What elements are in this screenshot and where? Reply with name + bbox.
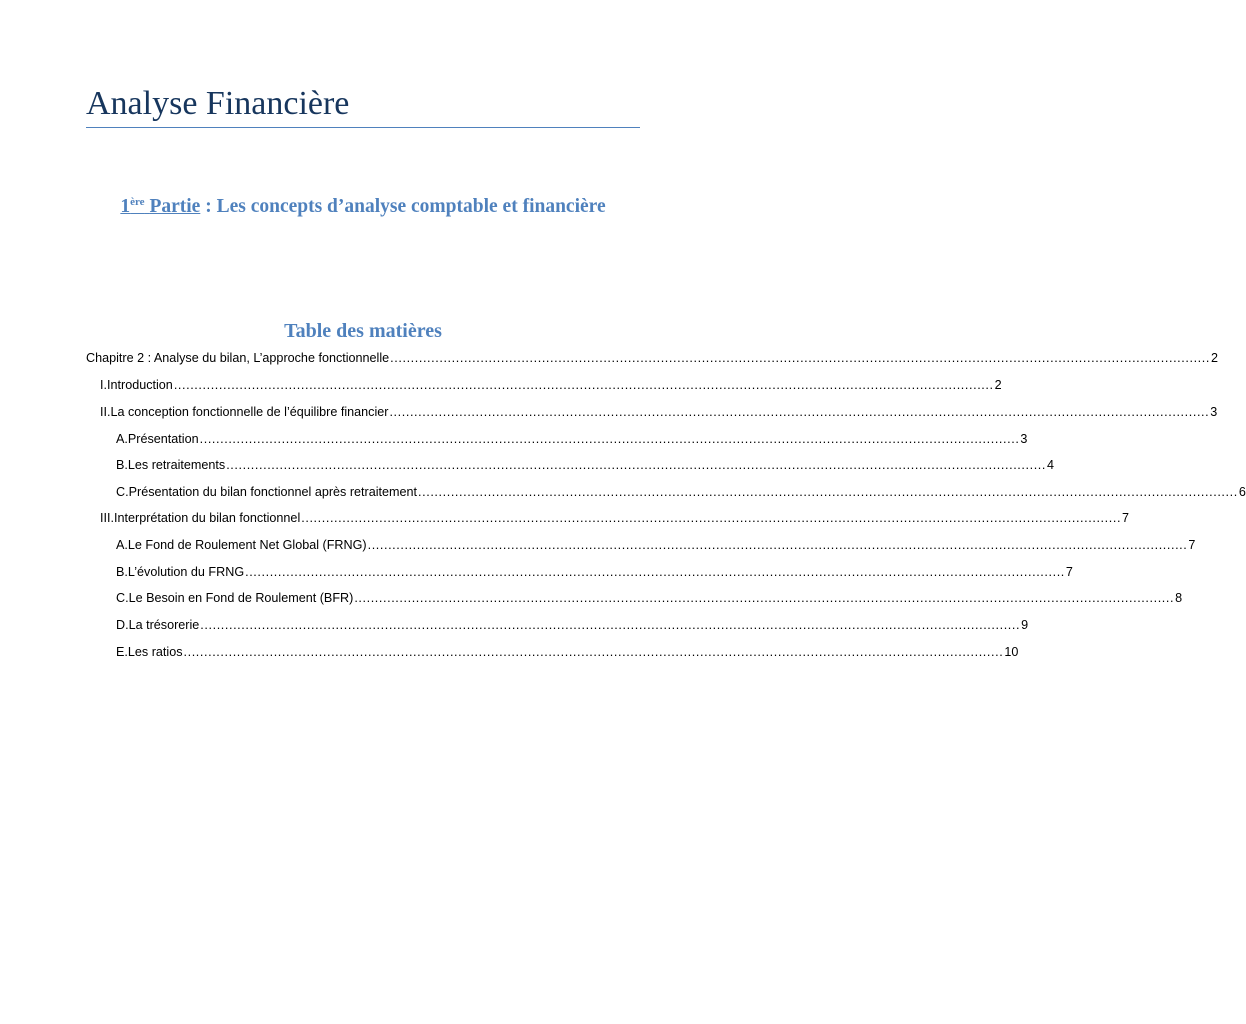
document-title: Analyse Financière	[86, 85, 350, 122]
toc-entry-number: C.	[116, 485, 129, 499]
part-label	[120, 196, 200, 217]
toc-entry-page: 6	[1238, 485, 1246, 499]
toc-entry-number: II.	[100, 405, 111, 419]
toc-entry-page: 3	[1020, 432, 1028, 446]
toc-entry-page: 7	[1065, 565, 1073, 579]
toc-entry-label: Introduction	[107, 378, 173, 392]
toc-entry-label: La trésorerie	[128, 618, 200, 632]
toc-entry-tresorerie[interactable]	[116, 615, 1029, 633]
part-word: Partie	[149, 196, 201, 217]
toc-entry-number: E.	[116, 645, 128, 659]
toc-entry-label: Présentation	[127, 432, 199, 446]
toc-dot-leader: ........................................................................................................................................................................................................	[245, 565, 1065, 579]
toc-dot-leader: ........................................................................................................................................................................................................	[183, 645, 1004, 659]
toc-entry-number: A.	[116, 538, 128, 552]
toc-entry-label: Les retraitements	[127, 458, 226, 472]
part-superscript: ère	[130, 196, 145, 208]
toc-entry-retraitements[interactable]	[116, 455, 1055, 473]
toc-entry-page: 2	[1210, 351, 1218, 365]
toc-dot-leader: ........................................................................................................................................................................................................	[367, 538, 1188, 552]
toc-dot-leader: ........................................................................................................................................................................................................	[199, 432, 1020, 446]
toc-dot-leader: ........................................................................................................................................................................................................	[354, 591, 1175, 605]
toc-dot-leader: ........................................................................................................................................................................................................	[301, 511, 1122, 525]
toc-entry-label: Les ratios	[127, 645, 183, 659]
toc-entry-page: 3	[1210, 405, 1218, 419]
toc-entry-frng[interactable]	[116, 535, 1196, 553]
toc-entry-bfr[interactable]	[116, 588, 1183, 606]
toc-entry-number: B.	[116, 565, 128, 579]
part-heading	[86, 196, 640, 218]
toc-entry-page: 9	[1021, 618, 1029, 632]
toc-dot-leader: ........................................................................................................................................................................................................	[389, 405, 1210, 419]
toc-entry-page: 10	[1004, 645, 1019, 659]
part-subtitle: : Les concepts d’analyse comptable et financière	[200, 196, 606, 217]
toc-entry-number: C.	[116, 591, 129, 605]
toc-entry-page: 7	[1188, 538, 1196, 552]
toc-dot-leader: ........................................................................................................................................................................................................	[418, 485, 1238, 499]
toc-entry-introduction[interactable]	[100, 375, 1002, 393]
toc-entry-label: Interprétation du bilan fonctionnel	[114, 511, 301, 525]
toc-entry-number: D.	[116, 618, 129, 632]
toc-entry-number: A.	[116, 432, 128, 446]
toc-entry-page: 2	[994, 378, 1002, 392]
toc-entry-page: 4	[1047, 458, 1055, 472]
title-underline	[86, 127, 640, 128]
toc-entry-label: Présentation du bilan fonctionnel après retraitement	[128, 485, 418, 499]
toc-entry-page: 8	[1175, 591, 1183, 605]
toc-entry-label: Le Fond de Roulement Net Global (FRNG)	[127, 538, 367, 552]
toc-entry-conception[interactable]	[100, 402, 1218, 420]
toc-dot-leader: ........................................................................................................................................................................................................	[226, 458, 1046, 472]
toc-dot-leader: ........................................................................................................................................................................................................	[200, 618, 1021, 632]
toc-entry-label: Chapitre 2 : Analyse du bilan, L’approche fonctionnelle	[86, 351, 390, 365]
toc-dot-leader: ........................................................................................................................................................................................................	[173, 378, 994, 392]
toc-entry-page: 7	[1122, 511, 1130, 525]
toc-entry-presentation[interactable]	[116, 429, 1028, 447]
toc-entry-number: I.	[100, 378, 107, 392]
part-number: 1	[120, 196, 131, 217]
toc-heading: Table des matières	[284, 320, 442, 342]
toc-entry-evolution-frng[interactable]	[116, 562, 1073, 580]
toc-entry-chapter-2[interactable]	[86, 348, 1218, 366]
toc-entry-interpretation[interactable]	[100, 508, 1130, 526]
toc-entry-label: Le Besoin en Fond de Roulement (BFR)	[128, 591, 354, 605]
toc-dot-leader: ........................................................................................................................................................................................................	[390, 351, 1210, 365]
toc-entry-ratios[interactable]	[116, 642, 1019, 660]
toc-entry-number: III.	[100, 511, 114, 525]
toc-entry-bilan-fonctionnel[interactable]	[116, 482, 1246, 500]
toc-entry-label: L’évolution du FRNG	[127, 565, 245, 579]
toc-entry-number: B.	[116, 458, 128, 472]
toc-entry-label: La conception fonctionnelle de l’équilibre financier	[110, 405, 389, 419]
